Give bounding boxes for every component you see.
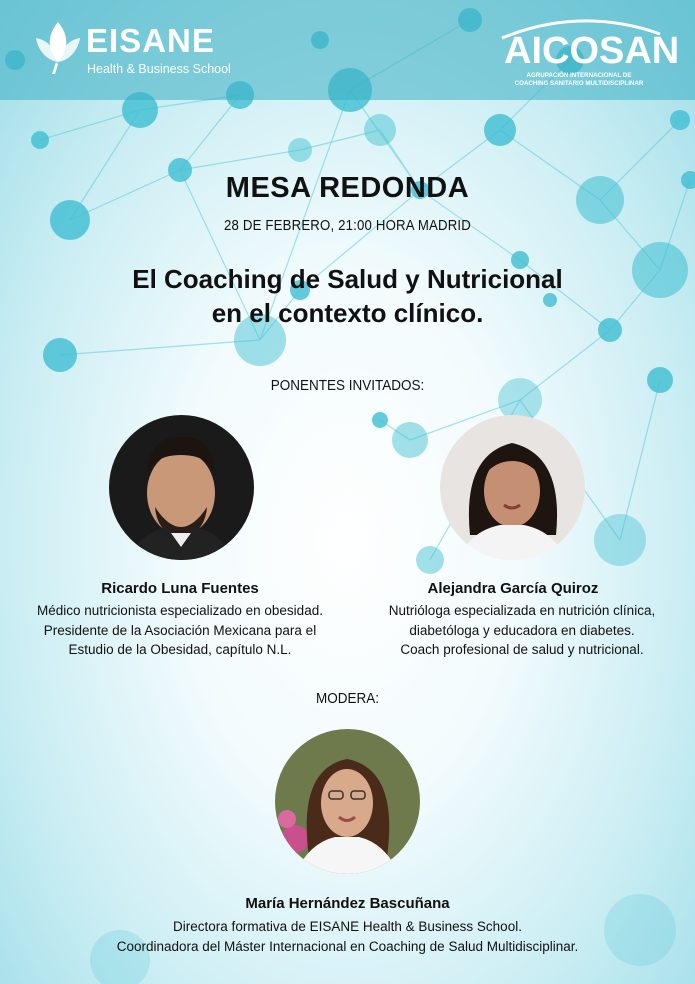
topic-line1: El Coaching de Salud y Nutricional xyxy=(132,264,563,294)
speaker-2-bio xyxy=(352,601,692,660)
speaker-1-avatar xyxy=(109,415,254,560)
speaker-2-name: Alejandra García Quiroz xyxy=(427,580,599,597)
moderator-bio xyxy=(0,917,695,956)
moderator-bio-line2: Coordinadora del Máster Internacional en Coaching de Salud Multidisciplinar. xyxy=(116,938,579,954)
speaker-1-bio xyxy=(10,601,350,660)
speaker-1-bio-line1: Médico nutricionista especializado en obesidad. xyxy=(37,603,323,618)
topic-line2: en el contexto clínico. xyxy=(211,298,484,328)
speakers-heading: PONENTES INVITADOS: xyxy=(270,377,425,394)
speaker-1-bio-line3: Estudio de la Obesidad, capítulo N.L. xyxy=(68,642,292,657)
speaker-2-bio-line3: Coach profesional de salud y nutricional. xyxy=(400,642,644,657)
speaker-2-avatar xyxy=(440,415,585,560)
speaker-2-bio-line1: Nutrióloga especializada en nutrición clínica, xyxy=(388,603,656,618)
aicosan-subtitle-line2: COACHING SANITARIO MULTIDISCIPLINAR xyxy=(514,80,644,87)
speaker-2-bio-line2: diabetóloga y educadora en diabetes. xyxy=(409,622,635,638)
aicosan-logo xyxy=(496,12,680,92)
aicosan-wordmark: AICOSAN xyxy=(504,30,680,72)
moderator-name: María Hernández Bascuñana xyxy=(245,895,450,912)
event-topic xyxy=(0,262,695,330)
aicosan-subtitle xyxy=(496,72,662,88)
eisane-wordmark: EISANE xyxy=(86,22,215,59)
moderator-heading: MODERA: xyxy=(315,690,379,707)
eisane-subtitle: Health & Business School xyxy=(87,62,231,76)
speaker-1-bio-line2: Presidente de la Asociación Mexicana para el xyxy=(43,622,317,638)
aicosan-subtitle-line1: AGRUPACIÓN INTERNACIONAL DE xyxy=(526,72,632,79)
moderator-bio-line1: Directora formativa de EISANE Health & Business School. xyxy=(173,919,522,934)
event-date: 28 DE FEBRERO, 21:00 HORA MADRID xyxy=(224,217,471,234)
speaker-1-name: Ricardo Luna Fuentes xyxy=(101,580,259,597)
moderator-avatar xyxy=(275,729,420,874)
event-title: MESA REDONDA xyxy=(225,172,470,204)
eisane-logo xyxy=(34,20,244,80)
lotus-icon xyxy=(34,20,82,76)
